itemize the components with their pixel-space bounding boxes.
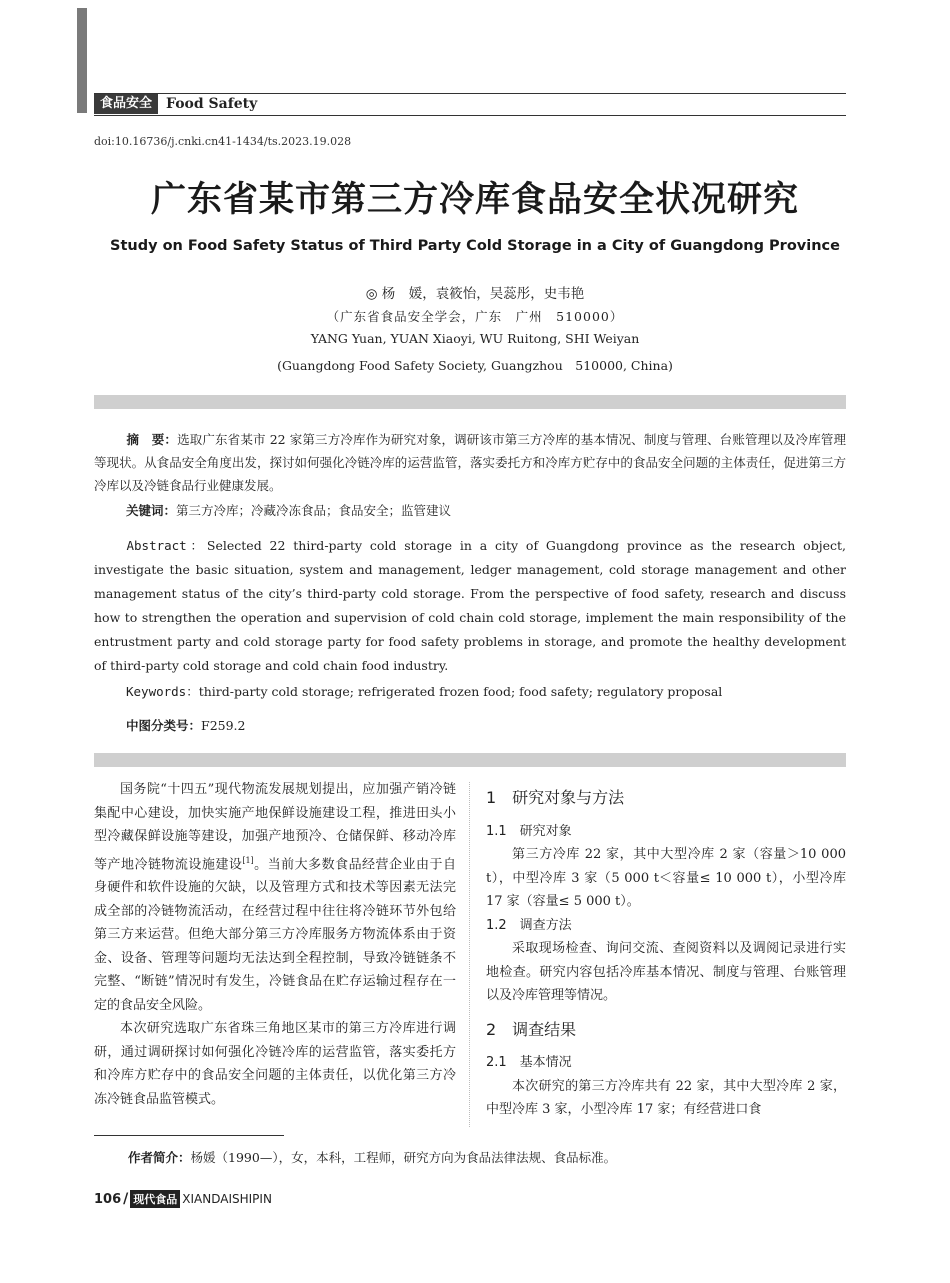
footnote-rule [94,1135,284,1136]
paragraph-1-2: 采取现场检查、询问交流、查阅资料以及调阅记录进行实地检查。研究内容包括冷库基本情况、制度与管理、台账管理以及冷库管理等情况。 [486,941,846,1003]
affiliation-cn: （广东省食品安全学会，广东 广州 510000） [326,309,624,324]
paragraph-1-1: 第三方冷库 22 家，其中大型冷库 2 家（容量＞10 000 t），中型冷库 3 家（5 000 t＜容量≤ 10 000 t），小型冷库 17 家（容量≤ 5 000 t）。 [486,847,846,909]
intro-paragraph-1 [94,778,456,1017]
column-divider [469,782,471,1127]
footer-slash: / [123,1191,129,1207]
footnote-text: 杨媛（1990—），女，本科，工程师，研究方向为食品法律法规、食品标准。 [190,1150,617,1165]
intro-p1-part1: 国务院“十四五”现代物流发展规划提出，应加强产销冷链集配中心建设，加快实施产地保鲜设施建设工程，推进田头小型冷藏保鲜设施等建设，加强产地预冷、仓储保鲜、移动冷库等产地冷链物流设施建设 [94,782,456,872]
authors-cn: ◎ 杨 媛，袁筱怡，吴蕊彤，史韦艳 [365,286,585,302]
intro-p1-part2: 。当前大多数食品经营企业由于自身硬件和软件设施的欠缺，以及管理方式和技术等因素无法完成全部的冷链物流活动，在经营过程中往往将冷链环节外包给第三方来运营。但绝大部分第三方冷库服务方物流体系由于资金、设备、管理等问题均无法达到全程控制，导致冷链链条不完整、“断链”情况时有发生，冷链食品在贮存运输过程存在一定的食品安全风险。 [94,856,456,1013]
keywords-en-label: Keywords： [126,684,199,699]
abstract-cn [94,428,846,497]
classification-text: F259.2 [201,718,246,733]
title-en: Study on Food Safety Status of Third Party Cold Storage in a City of Guangdong Province [110,238,840,254]
grey-rule-top [94,395,846,409]
keywords-en-text: third-party cold storage; refrigerated frozen food; food safety; regulatory proposal [198,684,723,699]
heading-1-2: 1.2 调查方法 [486,917,572,933]
magazine-name-cn: 现代食品 [130,1190,180,1208]
title-cn: 广东省某市第三方冷库食品安全状况研究 [150,180,799,220]
paragraph-2-1: 本次研究的第三方冷库共有 22 家，其中大型冷库 2 家，中型冷库 3 家，小型冷库 17 家；有经营进口食 [486,1078,846,1117]
author-footnote [128,1148,616,1166]
abstract-cn-label: 摘 要： [126,432,178,447]
section-tag-en: Food Safety [166,96,258,112]
keywords-cn-text: 第三方冷库；冷藏冷冻食品；食品安全；监管建议 [176,503,452,518]
body-left-column [94,778,456,1111]
heading-1: 1 研究对象与方法 [486,788,625,807]
keywords-cn-label: 关键词： [126,503,177,518]
abstract-en-label: Abstract： [126,538,207,553]
heading-2: 2 调查结果 [486,1019,577,1039]
grey-rule-bottom [94,753,846,767]
heading-1-1: 1.1 研究对象 [486,823,572,839]
abstract-en [94,534,846,678]
keywords-cn [94,499,846,522]
decorative-vertical-bar [77,8,87,113]
page-number: 106 [94,1191,122,1207]
classification [94,714,846,737]
intro-paragraph-2: 本次研究选取广东省珠三角地区某市的第三方冷库进行调研，通过调研探讨如何强化冷链冷库的运营监管，落实委托方和冷库方贮存中的食品安全问题的主体责任，以优化第三方冷冻冷链食品监管模式。 [94,1021,456,1107]
heading-2-1: 2.1 基本情况 [486,1055,572,1070]
doi: doi:10.16736/j.cnki.cn41-1434/ts.2023.19.028 [94,135,352,148]
magazine-name-en: XIANDAISHIPIN [182,1192,272,1206]
abstract-cn-text: 选取广东省某市 22 家第三方冷库作为研究对象，调研该市第三方冷库的基本情况、制度与管理、台账管理以及冷库管理等现状。从食品安全角度出发，探讨如何强化冷链冷库的运营监管，落实委托方和冷库方贮存中的食品安全问题的主体责任，促进第三方冷库以及冷链食品行业健康发展。 [94,432,846,493]
citation-ref: [1] [242,855,254,865]
affiliation-en: (Guangdong Food Safety Society, Guangzhou 510000, China) [277,358,673,373]
body-right-column [486,786,846,1122]
keywords-en [94,680,846,703]
section-tag-cn: 食品安全 [94,94,158,114]
footnote-label: 作者简介： [128,1150,191,1165]
header-rule-bottom [94,115,846,116]
authors-en: YANG Yuan, YUAN Xiaoyi, WU Ruitong, SHI Weiyan [310,331,640,346]
classification-label: 中图分类号： [126,718,202,733]
abstract-en-text: Selected 22 third-party cold storage in a city of Guangdong province as the research object, investigate the basic situation, system and management, ledger management, cold storage management and other management status of the city’s third-party cold storage. From the perspective of food safety, research and discuss how to strengthen the operation and supervision of cold chain cold storage, implement the main responsibility of the entrustment party and cold storage party for food safety problems in storage, and promote the healthy development of third-party cold storage and cold chain food industry. [94,538,846,673]
page-footer [94,1190,272,1208]
section-tag [94,94,257,114]
